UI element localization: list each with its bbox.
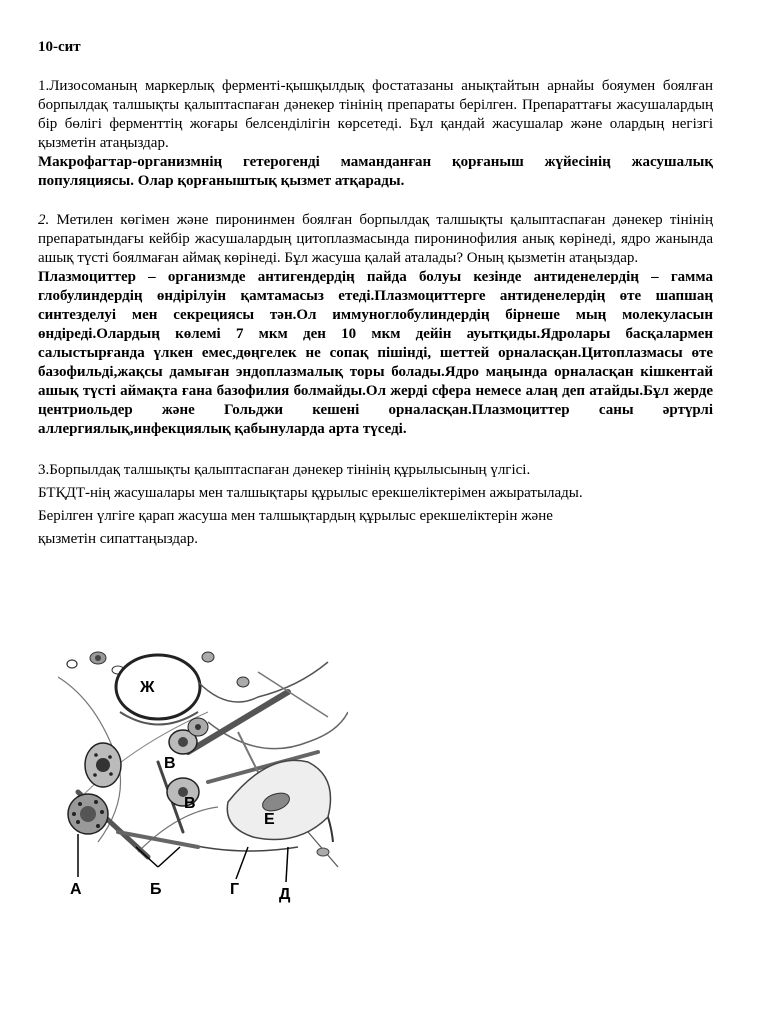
question-3-line-3: Берілген үлгіге қарап жасуша мен талшықтардың құрылыс ерекшеліктерін және bbox=[38, 508, 553, 524]
question-3-line-4: қызметін сипаттаңыздар. bbox=[38, 531, 198, 547]
document-page bbox=[38, 38, 713, 551]
label-a: А bbox=[70, 881, 82, 898]
connective-tissue-drawing bbox=[58, 642, 348, 907]
answer-1: Макрофагтар-организмнің гетерогенді маманданған қорғаныш жүйесінің жасушалық популяциясы. Олар қорғаныштық қызмет атқарады. bbox=[38, 154, 713, 189]
label-b: Б bbox=[150, 881, 162, 898]
connective-tissue-figure bbox=[58, 642, 348, 907]
label-v2: В bbox=[184, 795, 196, 812]
page-title: 10-сит bbox=[38, 39, 81, 55]
question-2-text: Метилен көгімен және пиронинмен боялған борпылдақ талшықты қалыптаспаған дәнекер тінінің препаратындағы кейбір жасушалардың цитоплазмасында пиронинофилия анық көрінеді, ядро жанында ашық түсті боялмаған аймақ көрінеді. Бұл жасуша қалай аталады? Оның қызметін атаңыздар. bbox=[38, 212, 713, 266]
question-1: 1.Лизосоманың маркерлық ферменті-қышқылдық фостатазаны анықтайтын арнайы бояумен боялған борпылдақ талшықты қалыптаспаған дәнекер тінінің препараты берілген. Препараттағы жасушалардың бір бөлігі ферменттің жоғары белсенділігін көрсетеді. Бұл қандай жасушалар және олардың негізгі қызметін атаңыздар. bbox=[38, 78, 713, 151]
label-e: Е bbox=[264, 811, 275, 828]
question-2 bbox=[38, 211, 713, 268]
label-v1: В bbox=[164, 755, 176, 772]
label-d: Д bbox=[279, 886, 291, 903]
question-2-number: 2. bbox=[38, 212, 50, 228]
answer-2: Плазмоциттер – организмде антигендердің пайда болуы кезінде антиденелердің – гамма глобулиндердің өндірілуін қамтамасыз етеді.Плазмоциттерге антиденелердің өте шапшаң синтезделуі мен секрециясы тән.Ол иммуноглобулиндердің бірнеше мың молекуласын өндіреді.Олардың көлемі 7 мкм ден 10 мкм дейін ауытқиды.Ядролары басқалармен салыстырғанда үлкен емес,дөңгелек не сопақ пішінді, шеттей орналасқан.Цитоплазмасы өте базофильді,жақсы дамыған эндоплазмалық торы болады.Ядро маңында орналасқан кішкентай ашық түсті аймақта ғана базофилия болмайды.Ол жерді сфера немесе алаң деп атайды.Бұл жерде центриольдер және Гольджи кешені орналасқан.Плазмоциттер саны әртүрлі аллергиялық,инфекциялық қабынуларда арта түседі. bbox=[38, 269, 713, 437]
question-3-line-1: 3.Борпылдақ талшықты қалыптаспаған дәнекер тінінің құрылысының үлгісі. bbox=[38, 462, 531, 478]
label-g: Г bbox=[230, 881, 240, 898]
label-zh: Ж bbox=[140, 679, 155, 696]
question-3-line-2: БТҚДТ-нің жасушалары мен талшықтары құрылыс ерекшеліктерімен ажыратылады. bbox=[38, 485, 583, 501]
